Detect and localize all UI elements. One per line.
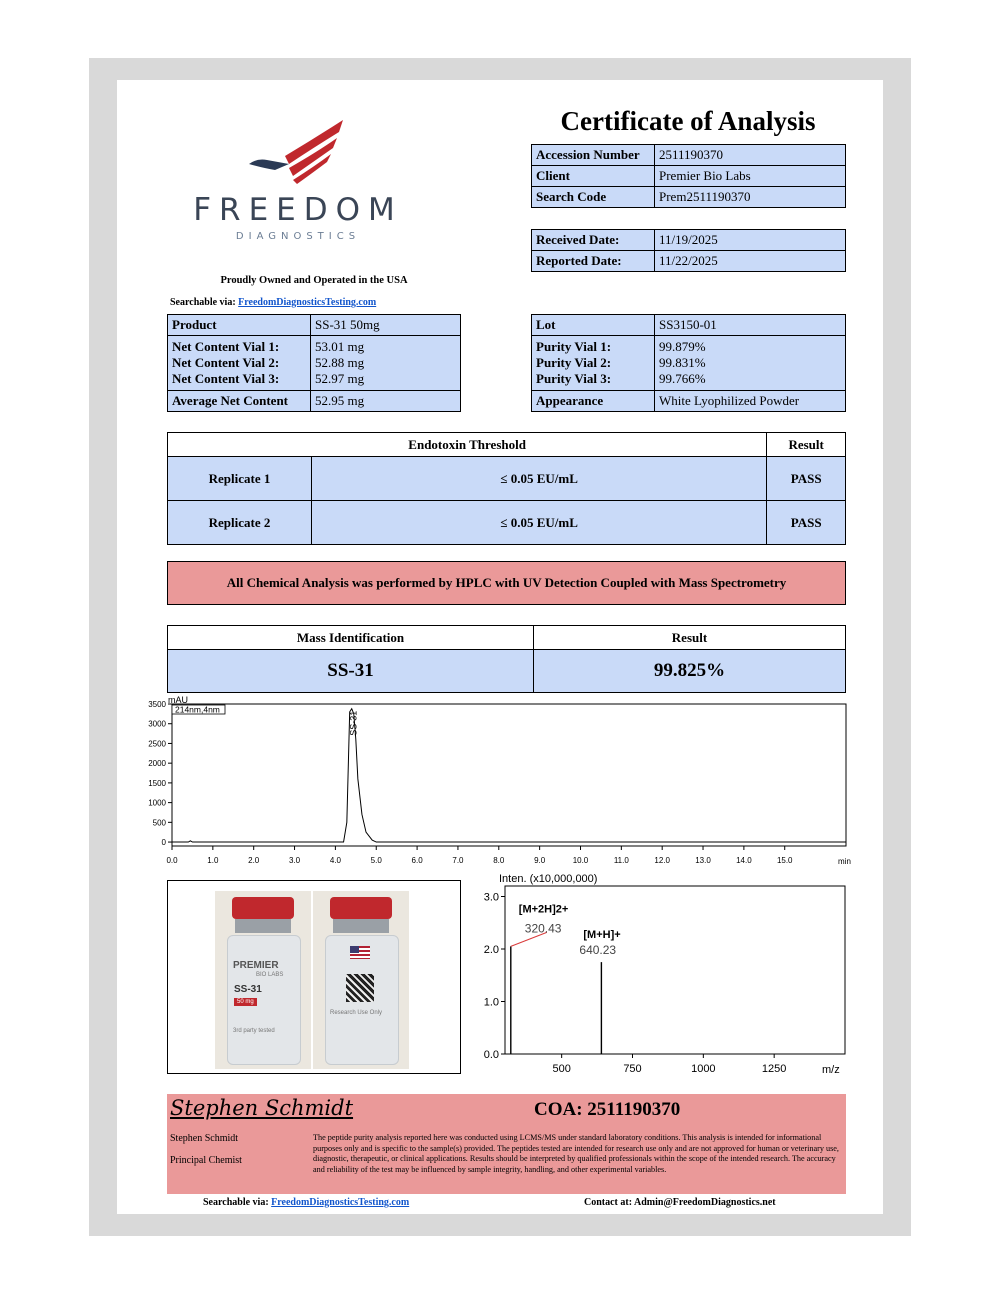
purity3-value: 99.766% — [659, 371, 706, 386]
purity2-label: Purity Vial 2: — [536, 355, 612, 370]
replicate-2-threshold: ≤ 0.05 EU/mL — [312, 501, 767, 545]
hplc-chromatogram — [140, 694, 852, 870]
table-row — [532, 336, 846, 391]
dates-table — [531, 229, 846, 272]
disclaimer: The peptide purity analysis reported here was conducted using LCMS/MS under standard laboratory conditions. This analysis is intended for informational purposes only and is specific to the sample(s) provided. The peptides tested are intended for research use only and are not approved for human or veterinary use, diagnostic, therapeutic, or clinical applications. Results should be interpreted by qualified professionals within the scope of the intended research. The accuracy and reliability of the test may be influenced by sample integrity, handling, and other experimental variables. — [313, 1133, 839, 1174]
searchable-link[interactable]: FreedomDiagnosticsTesting.com — [238, 297, 377, 308]
table-row — [532, 145, 846, 166]
hplc-x-tick-label: 8.0 — [493, 856, 505, 865]
endotoxin-result-header: Result — [767, 433, 846, 457]
vial-brand: PREMIER — [233, 960, 279, 971]
vial-crimp-icon — [333, 919, 389, 933]
ms-peak-ion: [M+2H]2+ — [518, 903, 569, 916]
hplc-x-tick-label: 1.0 — [207, 856, 219, 865]
us-flag-icon — [350, 946, 370, 959]
method-banner: All Chemical Analysis was performed by HPLC with UV Detection Coupled with Mass Spectrometry — [167, 561, 846, 605]
footer-search — [203, 1197, 409, 1208]
table-row — [532, 315, 846, 336]
search-code-label: Search Code — [532, 187, 655, 208]
brand-name: FREEDOM — [193, 192, 403, 228]
accession-number-label: Accession Number — [532, 145, 655, 166]
average-content-value: 52.95 mg — [311, 391, 461, 412]
replicate-1-result: PASS — [767, 457, 846, 501]
vial-photo-front — [215, 891, 311, 1069]
endotoxin-table — [167, 432, 846, 545]
hplc-x-label: min — [838, 857, 851, 866]
vial-body-icon — [325, 935, 399, 1065]
purity1-value: 99.879% — [659, 339, 706, 354]
hplc-y-label: mAU — [168, 695, 188, 705]
hplc-x-tick-label: 10.0 — [572, 856, 589, 865]
accession-table — [531, 144, 846, 208]
ms-x-tick-label: 1250 — [761, 1063, 787, 1075]
mass-result-header: Result — [534, 626, 846, 650]
lot-table — [531, 314, 846, 412]
vial-cap-icon — [330, 897, 392, 919]
ms-y-tick-label: 0.0 — [483, 1049, 499, 1061]
accession-number-value: 2511190370 — [655, 145, 846, 166]
hplc-y-tick-label: 0 — [161, 838, 166, 848]
table-row — [532, 187, 846, 208]
vial-crimp-icon — [235, 919, 291, 933]
ms-x-tick-label: 500 — [552, 1063, 571, 1075]
mass-result: 99.825% — [534, 650, 846, 693]
ms-y-label: Inten. (x10,000,000) — [499, 873, 598, 885]
hplc-x-tick-label: 7.0 — [452, 856, 464, 865]
ms-y-tick-label: 3.0 — [483, 891, 499, 904]
ms-x-tick-label: 1000 — [691, 1063, 716, 1075]
footer-search-label: Searchable via: — [203, 1197, 269, 1208]
table-header-row — [168, 433, 846, 457]
purity3-label: Purity Vial 3: — [536, 371, 612, 386]
mass-compound: SS-31 — [168, 650, 534, 693]
table-row — [532, 251, 846, 272]
hplc-x-tick-label: 0.0 — [166, 856, 178, 865]
vial-body-icon — [227, 935, 301, 1065]
reported-date-label: Reported Date: — [532, 251, 655, 272]
ms-y-tick-label: 2.0 — [483, 944, 499, 956]
hplc-peak-label: SS-31 — [348, 710, 359, 736]
lot-label: Lot — [532, 315, 655, 336]
searchable-line — [170, 297, 376, 308]
vial-photo-back — [313, 891, 409, 1069]
appearance-value: White Lyophilized Powder — [655, 391, 846, 412]
hplc-y-tick-label: 3000 — [148, 719, 166, 729]
vial-product: SS-31 — [234, 984, 262, 995]
table-row — [532, 391, 846, 412]
table-row — [168, 315, 461, 336]
hplc-y-tick-label: 2500 — [148, 739, 166, 749]
hplc-x-tick-label: 4.0 — [329, 856, 341, 865]
hplc-x-tick-label: 3.0 — [288, 856, 301, 865]
page-title: Certificate of Analysis — [560, 106, 816, 136]
ms-peak-ion: [M+H]+ — [583, 929, 621, 942]
vial-footer-right: Research Use Only — [330, 1010, 383, 1016]
hplc-x-tick-label: 2.0 — [248, 856, 260, 865]
vial-footer-left: 3rd party tested — [233, 1028, 275, 1034]
product-label: Product — [168, 315, 311, 336]
hplc-y-tick-label: 3500 — [148, 700, 166, 709]
table-row — [168, 650, 846, 693]
client-value: Premier Bio Labs — [655, 166, 846, 187]
hplc-x-tick-label: 15.0 — [776, 856, 793, 865]
table-row — [168, 501, 846, 545]
signature-script: Stephen Schmidt — [170, 1096, 354, 1120]
footer-search-link[interactable]: FreedomDiagnosticsTesting.com — [271, 1197, 410, 1208]
endotoxin-header: Endotoxin Threshold — [168, 433, 767, 457]
brand-subtitle: DIAGNOSTICS — [235, 231, 361, 242]
hplc-y-tick-label: 1500 — [148, 778, 166, 788]
vial2-label: Net Content Vial 2: — [172, 355, 280, 370]
vial-photo — [167, 880, 461, 1074]
average-content-label: Average Net Content — [168, 391, 311, 412]
product-value: SS-31 50mg — [311, 315, 461, 336]
hplc-y-tick-label: 2000 — [148, 759, 166, 769]
vial-brand-sub: BIO LABS — [256, 972, 284, 978]
mass-header: Mass Identification — [168, 626, 534, 650]
mass-spectrum — [475, 870, 855, 1080]
vial3-value: 52.97 mg — [315, 371, 365, 386]
search-code-value: Prem2511190370 — [655, 187, 846, 208]
ms-peak-label: 320.43 — [524, 921, 562, 936]
ms-x-tick-label: 750 — [623, 1063, 642, 1075]
hplc-x-tick-label: 12.0 — [654, 856, 670, 865]
received-date-value: 11/19/2025 — [655, 230, 846, 251]
hplc-x-tick-label: 14.0 — [736, 856, 752, 865]
client-label: Client — [532, 166, 655, 187]
table-header-row — [168, 626, 846, 650]
ms-peak-label: 640.23 — [579, 943, 617, 958]
hplc-x-tick-label: 11.0 — [613, 856, 629, 865]
hplc-x-tick-label: 9.0 — [534, 856, 546, 865]
purity2-value: 99.831% — [659, 355, 706, 370]
table-row — [168, 336, 461, 391]
signer-role: Principal Chemist — [170, 1155, 242, 1166]
replicate-2-result: PASS — [767, 501, 846, 545]
hplc-trace — [172, 709, 846, 842]
lot-value: SS3150-01 — [655, 315, 846, 336]
ms-y-tick-label: 1.0 — [483, 996, 499, 1009]
tagline: Proudly Owned and Operated in the USA — [220, 275, 408, 286]
hplc-x-tick-label: 5.0 — [370, 856, 382, 865]
table-row — [168, 457, 846, 501]
vial-dose: 50 mg — [234, 998, 257, 1006]
product-table — [167, 314, 461, 412]
hplc-legend: 214nm,4nm — [175, 704, 220, 715]
ms-x-label: m/z — [822, 1064, 840, 1076]
vial-cap-icon — [232, 897, 294, 919]
table-row — [532, 166, 846, 187]
replicate-1-threshold: ≤ 0.05 EU/mL — [312, 457, 767, 501]
coa-number: COA: 2511190370 — [534, 1099, 681, 1120]
received-date-label: Received Date: — [532, 230, 655, 251]
mass-table — [167, 625, 846, 693]
searchable-label: Searchable via: — [170, 297, 236, 308]
vial3-label: Net Content Vial 3: — [172, 371, 280, 386]
replicate-2-label: Replicate 2 — [168, 501, 312, 545]
appearance-label: Appearance — [532, 391, 655, 412]
hplc-x-tick-label: 13.0 — [695, 856, 711, 865]
purity1-label: Purity Vial 1: — [536, 339, 612, 354]
reported-date-value: 11/22/2025 — [655, 251, 846, 272]
table-row — [532, 230, 846, 251]
qr-code-icon — [346, 974, 374, 1002]
replicate-1-label: Replicate 1 — [168, 457, 312, 501]
hplc-x-tick-label: 6.0 — [411, 856, 423, 865]
vial1-label: Net Content Vial 1: — [172, 339, 280, 354]
hplc-y-tick-label: 500 — [152, 818, 166, 828]
hplc-y-tick-label: 1000 — [148, 798, 166, 808]
vial2-value: 52.88 mg — [315, 355, 365, 370]
hplc-plot-frame — [172, 704, 846, 846]
vial1-value: 53.01 mg — [315, 339, 365, 354]
footer-contact: Contact at: Admin@FreedomDiagnostics.net — [584, 1197, 776, 1208]
flag-logo-icon — [245, 118, 347, 184]
signer-name: Stephen Schmidt — [170, 1133, 239, 1144]
table-row — [168, 391, 461, 412]
